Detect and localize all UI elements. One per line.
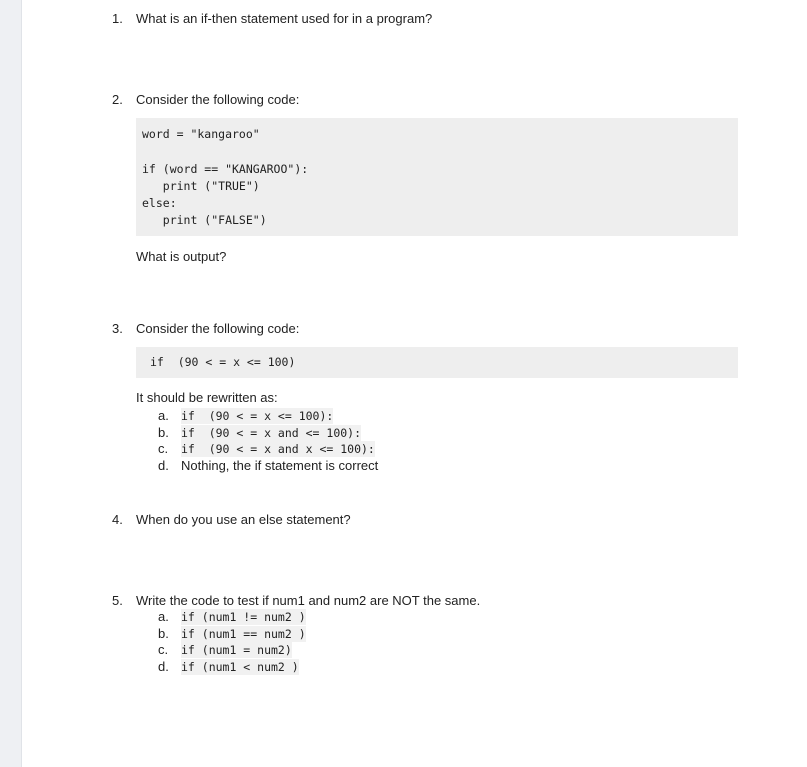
- question-text: What is an if-then statement used for in a program?: [136, 11, 433, 26]
- code-block-q3: [136, 347, 738, 378]
- option-text: if (num1 == num2 ): [181, 627, 306, 641]
- question-2-followup: What is output?: [136, 249, 227, 264]
- question-number: 4.: [112, 512, 123, 527]
- option-text: if (num1 = num2): [181, 643, 292, 657]
- option-letter: d.: [158, 458, 169, 473]
- option-letter: a.: [158, 408, 169, 423]
- option-text: if (90 < = x and <= 100):: [181, 426, 362, 440]
- question-text: Consider the following code:: [136, 321, 300, 336]
- option-letter: d.: [158, 659, 169, 674]
- option-letter: c.: [158, 642, 169, 657]
- question-number: 2.: [112, 92, 123, 107]
- question-number: 3.: [112, 321, 123, 336]
- document-page: [22, 0, 807, 767]
- option-letter: a.: [158, 609, 169, 624]
- code-line: word = "kangaroo": [142, 127, 260, 141]
- option-letter: b.: [158, 626, 169, 641]
- code-block-q2: [136, 118, 738, 236]
- code-line: print ("FALSE"): [142, 213, 267, 227]
- option-letter: c.: [158, 441, 169, 456]
- option-text: if (num1 < num2 ): [181, 660, 299, 674]
- option-text: if (90 < = x <= 100):: [181, 409, 334, 423]
- question-3-followup: It should be rewritten as:: [136, 390, 278, 405]
- question-text: Write the code to test if num1 and num2 are NOT the same.: [136, 593, 481, 608]
- left-gutter: [0, 0, 22, 767]
- code-line: if (90 < = x <= 100): [150, 355, 296, 369]
- option-text: if (90 < = x and x <= 100):: [181, 442, 375, 456]
- code-line: print ("TRUE"): [142, 179, 260, 193]
- option-text: if (num1 != num2 ): [181, 610, 306, 624]
- question-text: When do you use an else statement?: [136, 512, 351, 527]
- code-line: if (word == "KANGAROO"):: [142, 162, 309, 176]
- option-text: Nothing, the if statement is correct: [181, 458, 379, 473]
- option-letter: b.: [158, 425, 169, 440]
- question-number: 1.: [112, 11, 123, 26]
- question-number: 5.: [112, 593, 123, 608]
- question-text: Consider the following code:: [136, 92, 300, 107]
- code-line: else:: [142, 196, 177, 210]
